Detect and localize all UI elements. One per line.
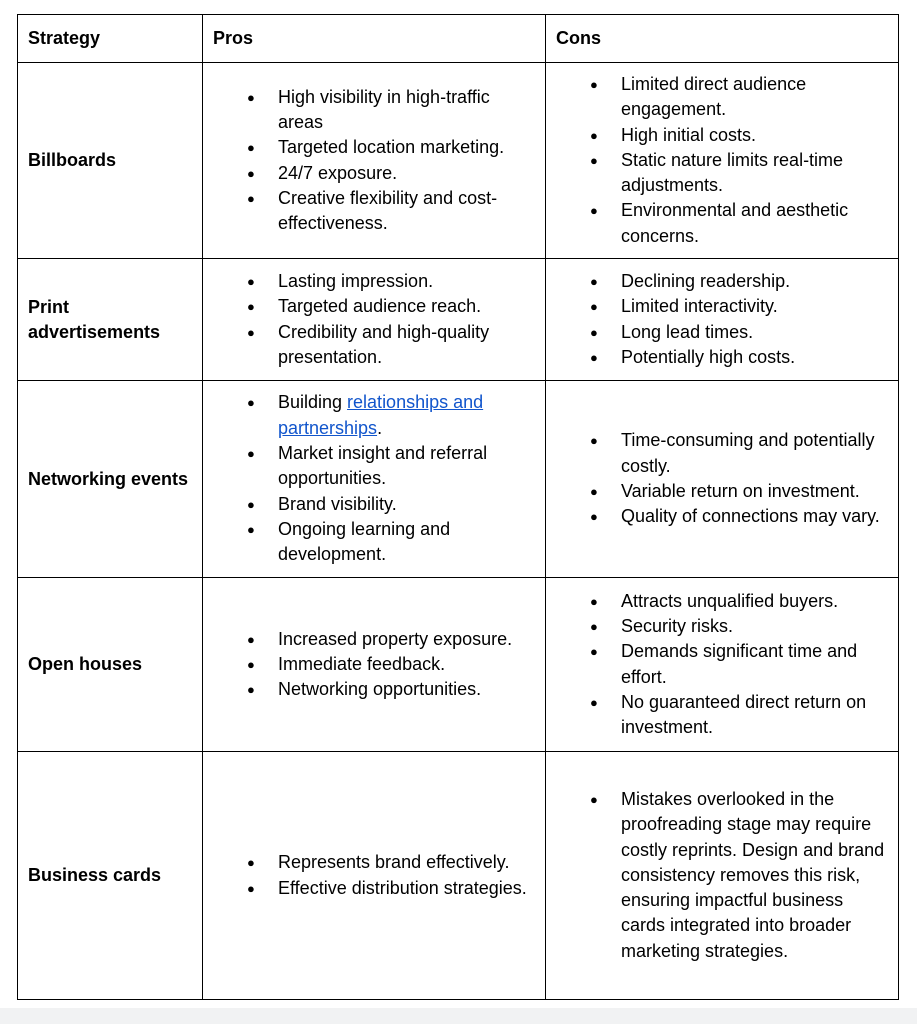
relationships-partnerships-link[interactable]: relationships and partnerships	[278, 392, 484, 438]
strategy-cell: Business cards	[18, 752, 203, 1000]
list-item: ● Demands significant time and effort.	[556, 639, 888, 690]
list-item: ● Static nature limits real-time adjustments.	[556, 148, 888, 199]
pros-list	[213, 269, 535, 370]
pros-list	[213, 627, 535, 703]
list-item: ● Targeted audience reach.	[213, 294, 535, 319]
table-header-row	[18, 15, 899, 63]
table-row-print-advertisements	[18, 259, 899, 381]
pros-cell	[203, 381, 546, 578]
table-row-open-houses	[18, 578, 899, 752]
cons-list	[556, 269, 888, 370]
table-row-networking-events	[18, 381, 899, 578]
list-item: ● Increased property exposure.	[213, 627, 535, 652]
cons-cell	[546, 752, 899, 1000]
pros-cell	[203, 63, 546, 259]
pros-cell	[203, 578, 546, 752]
list-item: ● Limited interactivity.	[556, 294, 888, 319]
pros-list	[213, 850, 535, 901]
pros-list	[213, 85, 535, 237]
header-strategy: Strategy	[18, 15, 203, 63]
list-item: ● Environmental and aesthetic concerns.	[556, 198, 888, 249]
list-item: ● Variable return on investment.	[556, 479, 888, 504]
list-item-prefix: Building	[278, 392, 348, 413]
list-item: ● Immediate feedback.	[213, 652, 535, 677]
list-item: ● Creative flexibility and cost-effectiveness.	[213, 186, 535, 237]
list-item: ● Declining readership.	[556, 269, 888, 294]
list-item: ● Time-consuming and potentially costly.	[556, 428, 888, 479]
list-item: ● Quality of connections may vary.	[556, 504, 888, 529]
list-item: ● Credibility and high-quality presentation.	[213, 320, 535, 371]
cons-list	[556, 428, 888, 529]
list-item: ● Limited direct audience engagement.	[556, 72, 888, 123]
list-item: ● Mistakes overlooked in the proofreading stage may require costly reprints. Design and brand consistency removes this risk, ensuring impactful business cards integrated into broader marketing strategies.	[556, 787, 888, 964]
header-cons: Cons	[546, 15, 899, 63]
cons-cell	[546, 381, 899, 578]
strategy-cell: Open houses	[18, 578, 203, 752]
list-item: ● High initial costs.	[556, 123, 888, 148]
pros-list	[213, 390, 535, 567]
strategy-cell: Networking events	[18, 381, 203, 578]
pros-cell	[203, 752, 546, 1000]
pros-cell	[203, 259, 546, 381]
list-item: ● Represents brand effectively.	[213, 850, 535, 875]
strategy-cell: Print advertisements	[18, 259, 203, 381]
list-item: ● Brand visibility.	[213, 492, 535, 517]
list-item	[213, 390, 535, 441]
cons-list	[556, 787, 888, 964]
table-row-billboards	[18, 63, 899, 259]
strategy-comparison-table	[17, 14, 899, 1000]
list-item: ● Networking opportunities.	[213, 677, 535, 702]
strategy-cell: Billboards	[18, 63, 203, 259]
table-row-business-cards	[18, 752, 899, 1000]
cons-list	[556, 72, 888, 249]
list-item: ● High visibility in high-traffic areas	[213, 85, 535, 136]
cons-cell	[546, 259, 899, 381]
list-item: ● Security risks.	[556, 614, 888, 639]
header-pros: Pros	[203, 15, 546, 63]
list-item: ● Potentially high costs.	[556, 345, 888, 370]
list-item: ● Targeted location marketing.	[213, 135, 535, 160]
list-item: ● Effective distribution strategies.	[213, 876, 535, 901]
list-item: ● Market insight and referral opportunities.	[213, 441, 535, 492]
cons-list	[556, 589, 888, 741]
cons-cell	[546, 63, 899, 259]
list-item: ● Lasting impression.	[213, 269, 535, 294]
cons-cell	[546, 578, 899, 752]
list-item: ● Attracts unqualified buyers.	[556, 589, 888, 614]
list-item-suffix: .	[377, 417, 383, 438]
list-item: ● No guaranteed direct return on investment.	[556, 690, 888, 741]
list-item: ● Long lead times.	[556, 320, 888, 345]
list-item: ● 24/7 exposure.	[213, 161, 535, 186]
list-item: ● Ongoing learning and development.	[213, 517, 535, 568]
